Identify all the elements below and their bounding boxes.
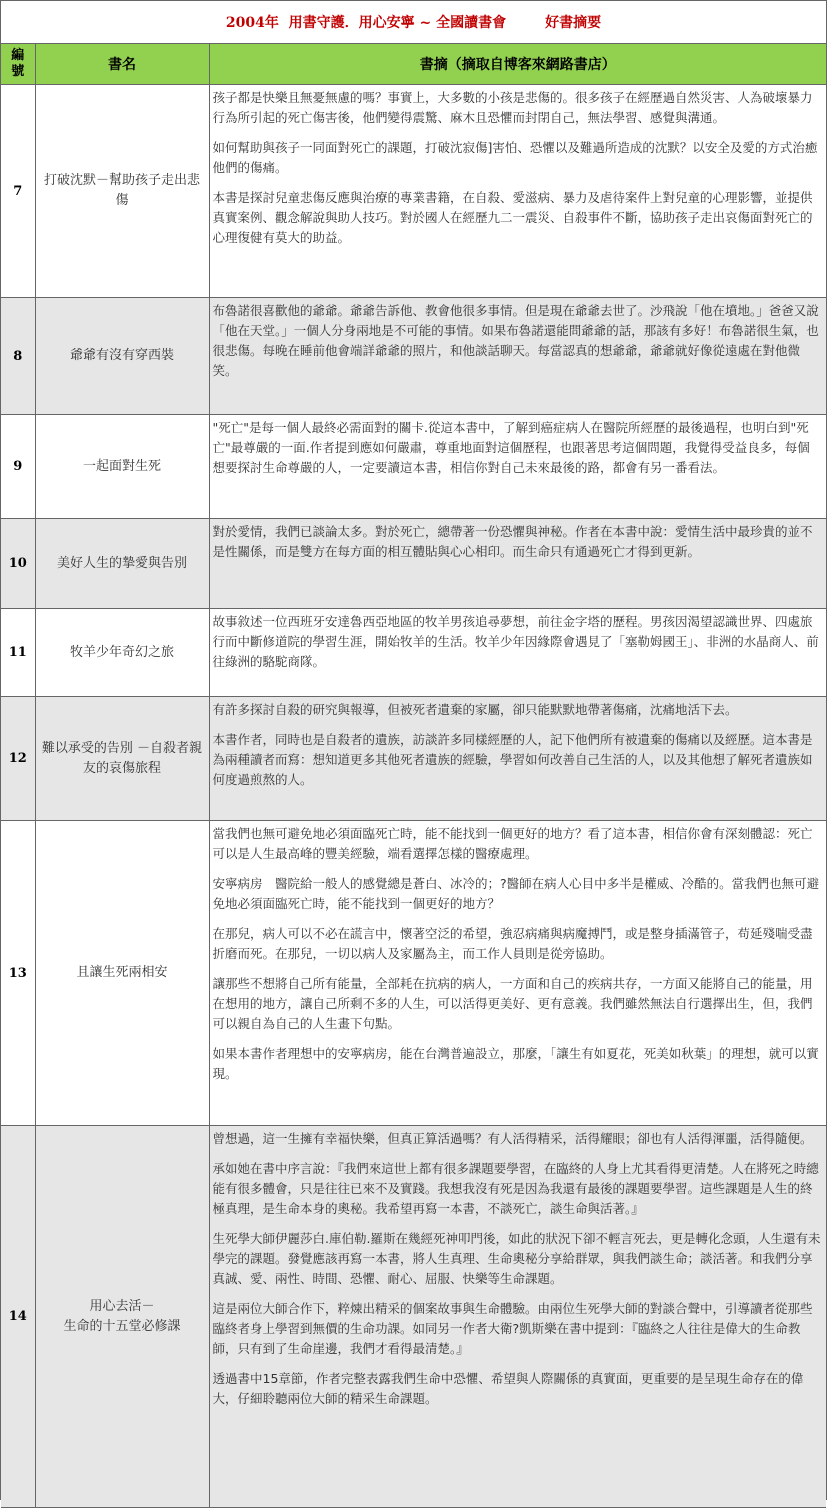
table-header-row	[1, 44, 826, 85]
summary-paragraph: 故事敘述一位西班牙安達魯西亞地區的牧羊男孩追尋夢想，前往金字塔的歷程。男孩因渴望認識世界、四處旅行而中斷修道院的學習生涯，開始牧羊的生活。牧羊少年因緣際會遇見了「塞勒姆國王」、非洲的水晶商人、前往綠洲的駱駝商隊。	[212, 614, 819, 669]
book-title-text: 且讓生死兩相安	[76, 965, 168, 980]
table-row	[1, 298, 826, 415]
book-title	[35, 519, 209, 609]
book-summary	[209, 298, 826, 415]
book-number: 11	[1, 609, 35, 697]
book-title	[35, 415, 209, 519]
summary-paragraph: 在那兒，病人可以不必在謊言中，懷著空泛的希望，強忍病痛與病魔搏鬥，或是整身插滿管子，苟延殘喘受盡折磨而死。在那兒，一切以病人及家屬為主，而工作人員則是從旁協助。	[212, 926, 813, 961]
column-header-number-label: 編號	[11, 48, 25, 79]
summary-paragraph: 對於愛情，我們已談論太多。對於死亡，總帶著一份恐懼與神秘。作者在本書中說：愛情生活中最珍貴的並不是性關係，而是雙方在每方面的相互體貼與心心相印。而生命只有通過死亡才得到更新。	[212, 524, 813, 559]
book-title-text: 一起面對生死	[82, 458, 161, 474]
book-number: 14	[1, 1126, 35, 1508]
book-title-text: 牧羊少年奇幻之旅	[69, 644, 174, 660]
table-row	[1, 821, 826, 1126]
book-title	[35, 85, 209, 298]
book-title-text: 美好人生的摯愛與告別	[56, 555, 187, 571]
book-number: 13	[1, 821, 35, 1126]
column-header-book: 書名	[35, 44, 209, 85]
summary-paragraph: 布魯諾很喜歡他的爺爺。爺爺告訴他、教會他很多事情。但是現在爺爺去世了。沙飛說「他在墳地。」爸爸又說「他在天堂。」一個人分身兩地是不可能的事情。如果布魯諾還能問爺爺的話，那該有多好！布魯諾很生氣，也很悲傷。每晚在睡前他會端詳爺爺的照片，和他談話聊天。每當認真的想爺爺，爺爺就好像從遠處在對他微笑。	[212, 303, 819, 378]
book-title	[35, 609, 209, 697]
book-title	[35, 697, 209, 821]
book-summary	[209, 1126, 826, 1508]
summary-paragraph: 承如她在書中序言說：『我們來這世上都有很多課題要學習，在臨終的人身上尤其看得更清楚。人在將死之時總能有很多體會，只是往往已來不及實踐。我想我沒有死是因為我還有最後的課題要學習。這些課題是人生的終極真理，是生命本身的奧秘。我希望再寫一本書，不談死亡，談生命與活著。』	[212, 1161, 819, 1216]
column-header-number	[1, 44, 35, 85]
book-number: 8	[1, 298, 35, 415]
book-summary	[209, 519, 826, 609]
book-number: 12	[1, 697, 35, 821]
book-title	[35, 298, 209, 415]
book-title	[35, 821, 209, 1126]
column-header-summary: 書摘（摘取自博客來網路書店）	[209, 44, 826, 85]
book-table	[1, 44, 826, 1508]
book-title-text: 用心去活－ 生命的十五堂必修課	[63, 1298, 181, 1334]
book-number: 9	[1, 415, 35, 519]
book-summary	[209, 85, 826, 298]
page-title: 2004年 用書守護．用心安寧 ~ 全國讀書會 好書摘要	[1, 1, 826, 44]
book-summary	[209, 697, 826, 821]
summary-paragraph: 如果本書作者理想中的安寧病房，能在台灣普遍設立，那麼，「讓生有如夏花，死美如秋葉」的理想，就可以實現。	[212, 1046, 819, 1081]
table-row	[1, 519, 826, 609]
summary-paragraph: 有許多探討自殺的研究與報導，但被死者遺棄的家屬，卻只能默默地帶著傷痛，沈痛地活下去。	[212, 702, 738, 717]
summary-paragraph: 曾想過，這一生擁有幸福快樂，但真正算活過嗎？有人活得精采，活得耀眼；卻也有人活得渾噩，活得隨便。	[212, 1131, 813, 1146]
book-title-text: 爺爺有沒有穿西裝	[69, 348, 174, 363]
summary-paragraph: 安寧病房 醫院給一般人的感覺總是蒼白、冰冷的；?醫師在病人心目中多半是權威、冷酷的。當我們也無可避免地必須面臨死亡時，能不能找到一個更好的地方？	[212, 876, 820, 911]
summary-paragraph: 讓那些不想將自己所有能量，全部耗在抗病的病人，一方面和自己的疾病共存，一方面又能將自己的能量，用在想用的地方，讓自己所剩不多的人生，可以活得更美好、更有意義。我們雖然無法自行選擇出生，但，我們可以親自為自己的人生畫下句點。	[212, 976, 813, 1031]
table-row	[1, 415, 826, 519]
book-summary	[209, 821, 826, 1126]
book-title-text: 打破沈默－幫助孩子走出悲傷	[43, 173, 200, 208]
summary-paragraph: 本書作者，同時也是自殺者的遺族，訪談許多同樣經歷的人，記下他們所有被遺棄的傷痛以及經歷。這本書是為兩種讀者而寫：想知道更多其他死者遺族的經驗，學習如何改善自己生活的人，以及其他想了解死者遺族如何度過煎熬的人。	[212, 732, 813, 787]
summary-paragraph: 這是兩位大師合作下，粹煉出精采的個案故事與生命體驗。由兩位生死學大師的對談合聲中，引導讀者從那些臨終者身上學習到無價的生命功課。如同另一作者大衛?凱斯樂在書中提到：『臨終之人往往是偉大的生命教師，只有到了生命崖邊，我們才看得最清楚。』	[212, 1301, 813, 1356]
summary-paragraph: 如何幫助與孩子一同面對死亡的課題，打破沈寂傷]害怕、恐懼以及難過所造成的沈默？以安全及愛的方式治癒他們的傷痛。	[212, 140, 818, 175]
book-summary	[209, 609, 826, 697]
book-title	[35, 1126, 209, 1508]
summary-paragraph: 當我們也無可避免地必須面臨死亡時，能不能找到一個更好的地方？看了這本書，相信你會有深刻體認：死亡可以是人生最高峰的豐美經驗，端看選擇怎樣的醫療處理。	[212, 826, 813, 861]
book-title-text: 難以承受的告別 －自殺者親友的哀傷旅程	[41, 740, 203, 776]
book-number: 10	[1, 519, 35, 609]
book-summary	[209, 415, 826, 519]
table-row	[1, 609, 826, 697]
summary-paragraph: "死亡"是每一個人最終必需面對的關卡.從這本書中，了解到癌症病人在醫院所經歷的最後過程，也明白到"死亡"最尊嚴的一面.作者提到應如何嚴肅，尊重地面對這個歷程，也跟著思考這個問題，我覺得受益良多，每個想要探討生命尊嚴的人，一定要讀這本書，相信你對自己未來最後的路，都會有另一番看法。	[212, 420, 810, 475]
table-row	[1, 697, 826, 821]
book-number: 7	[1, 85, 35, 298]
table-row	[1, 85, 826, 298]
summary-paragraph: 孩子都是快樂且無憂無慮的嗎？事實上，大多數的小孩是悲傷的。很多孩子在經歷過自然災害、人為破壞暴力行為所引起的死亡傷害後，他們變得震驚、麻木且恐懼而封閉自己，無法學習、感覺與溝通。	[212, 90, 813, 125]
summary-paragraph: 透過書中15章節，作者完整表露我們生命中恐懼、希望與人際關係的真實面，更重要的是呈現生命存在的偉大，仔細聆聽兩位大師的精采生命課題。	[212, 1371, 804, 1406]
summary-paragraph: 本書是探討兒童悲傷反應與治療的專業書籍，在自殺、愛滋病、暴力及虐待案件上對兒童的心理影響，並提供真實案例、觀念解說與助人技巧。對於國人在經歷九二一震災、自殺事件不斷，協助孩子走出哀傷面對死亡的心理復健有莫大的助益。	[212, 190, 813, 245]
summary-paragraph: 生死學大師伊麗莎白.庫伯勒.羅斯在幾經死神叩門後，如此的狀況下卻不輕言死去，更是轉化念頭，人生還有未學完的課題。發覺應該再寫一本書，將人生真理、生命奧秘分享給群眾，與我們談生命；談活著。和我們分享真誠、愛、兩性、時間、恐懼、耐心、屈服、快樂等生命課題。	[212, 1231, 821, 1286]
table-row	[1, 1126, 826, 1508]
